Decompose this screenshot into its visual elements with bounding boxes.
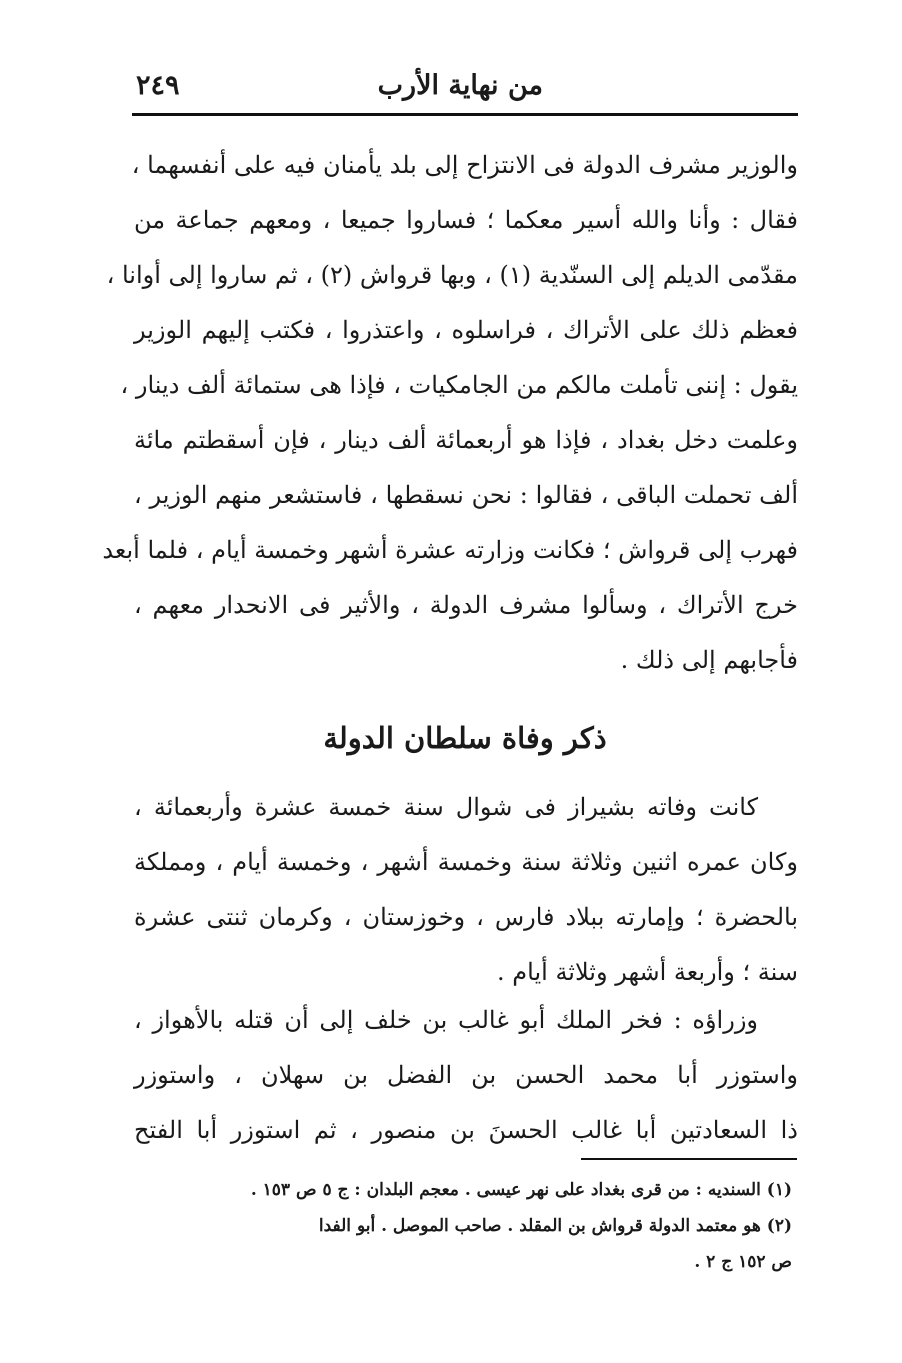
text-line: ألف تحملت الباقى ، فقالوا : نحن نسقطها ، فاستشعر منهم الوزير ، — [134, 481, 798, 509]
footnote-2: (٢) هو معتمد الدولة قرواش بن المقلد . صاحب الموصل . أبو الفدا — [318, 1216, 792, 1236]
footnotes — [132, 1172, 792, 1280]
text-line: خرج الأتراك ، وسألوا مشرف الدولة ، والأثير فى الانحدار معهم ، — [134, 591, 799, 619]
footnote-2-continued: ص ١٥٢ ج ٢ . — [694, 1252, 792, 1272]
page-number: ٢٤٩ — [136, 70, 180, 101]
paragraph-1 — [102, 138, 799, 688]
text-line: واستوزر أبا محمد الحسن بن الفضل بن سهلان ، واستوزر — [134, 1061, 798, 1089]
footnote-rule — [581, 1158, 797, 1160]
text-line: فهرب إلى قرواش ؛ فكانت وزارته عشرة أشهر وخمسة أيام ، فلما أبعد — [102, 536, 798, 564]
text-line: وكان عمره اثنين وثلاثة سنة وخمسة أشهر ، وخمسة أيام ، ومملكة — [134, 848, 798, 876]
text-line: والوزير مشرف الدولة فى الانتزاح إلى بلد يأمنان فيه على أنفسهما ، — [131, 151, 798, 179]
text-line: وزراؤه : فخر الملك أبو غالب بن خلف إلى أن قتله بالأهواز ، — [134, 1006, 758, 1034]
text-line: فأجابهم إلى ذلك . — [620, 646, 798, 674]
text-line: وعلمت دخل بغداد ، فإذا هو أربعمائة ألف دينار ، فإن أسقطتم مائة — [134, 426, 798, 454]
text-line: بالحضرة ؛ وإمارته ببلاد فارس ، وخوزستان ، وكرمان ثنتى عشرة — [134, 903, 798, 931]
text-line: يقول : إننى تأملت مالكم من الجامكيات ، فإذا هى ستمائة ألف دينار ، — [120, 371, 798, 399]
text-line: كانت وفاته بشيراز فى شوال سنة خمسة عشرة وأربعمائة ، — [134, 793, 758, 821]
text-line: ذا السعادتين أبا غالب الحسنَ بن منصور ، ثم استوزر أبا الفتح — [134, 1116, 798, 1144]
paragraph-3 — [134, 993, 798, 1158]
footnote-1: (١) السنديه : من قرى بغداد على نهر عيسى . معجم البلدان : ج ٥ ص ١٥٣ . — [250, 1180, 792, 1200]
text-line: فعظم ذلك على الأتراك ، فراسلوه ، واعتذروا ، فكتب إليهم الوزير — [134, 316, 798, 344]
text-line: سنة ؛ وأربعة أشهر وثلاثة أيام . — [497, 958, 798, 986]
header-rule — [132, 113, 798, 116]
text-line: مقدّمى الديلم إلى السنّدية (١) ، وبها قرواش (٢) ، ثم ساروا إلى أوانا ، — [106, 261, 798, 289]
running-title: من نهاية الأرب — [377, 70, 543, 101]
paragraph-2 — [134, 780, 798, 1000]
text-line: فقال : وأنا والله أسير معكما ؛ فساروا جميعا ، ومعهم جماعة من — [134, 206, 798, 234]
page-header — [132, 68, 798, 110]
section-heading: ذكر وفاة سلطان الدولة — [323, 721, 607, 755]
